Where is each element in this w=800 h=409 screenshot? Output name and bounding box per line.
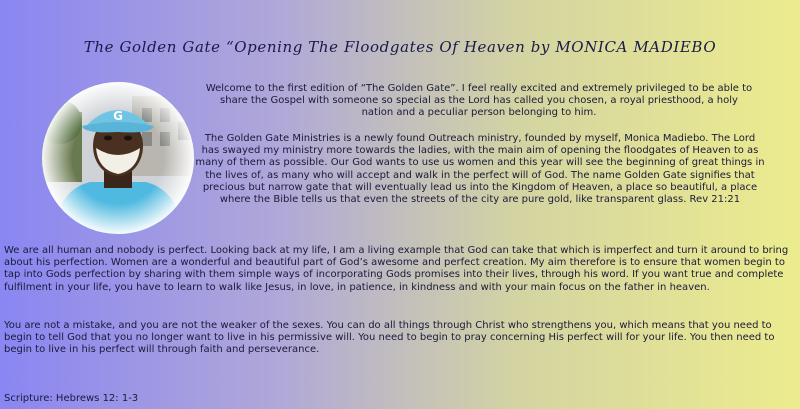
not-a-mistake-paragraph: You are not a mistake, and you are not the weaker of the sexes. You can do all things through Christ who strengthens you, which means that you need to begin to tell God that you no longer want to live in his permissive will. You need to begin to pray concerning His perfect will for your life. You then need to begin to live in his perfect will through faith and perseverance.	[4, 320, 775, 356]
ministry-paragraph: The Golden Gate Ministries is a newly found Outreach ministry, founded by myself, Monica Madiebo. The Lord has swayed my ministry more towards the ladies, with the main aim of opening the floodgates of Heaven to as many of them as possible. Our God wants to use us women and this year will see the beginning of great things in the lives of, as many who will accept and walk in the perfect will of God. The name Golden Gate signifies that precious but narrow gate that will eventually lead us into the Kingdom of Heaven, a place so beautiful, a place where the Bible tells us that even the streets of the city are pure gold, like transparent glass. Rev 21:21	[195, 133, 765, 206]
author-portrait	[42, 82, 194, 234]
scripture-reference: Scripture: Hebrews 12: 1-3	[4, 393, 139, 404]
perfection-paragraph: We are all human and nobody is perfect. Looking back at my life, I am a living example that God can take that which is imperfect and turn it around to bring about his perfection. Women are a wonderful and beautiful part of God’s awesome and perfect creation. My aim therefore is to ensure that women begin to tap into Gods perfection by sharing with them simple ways of incorporating Gods promises into their lives, through his word. If you want true and complete fulfilment in your life, you have to learn to walk like Jesus, in love, in patience, in kindness and with your main focus on the father in heaven.	[4, 245, 789, 293]
page-title: The Golden Gate “Opening The Floodgates Of Heaven by MONICA MADIEBO	[83, 38, 717, 56]
portrait-photo-icon	[42, 82, 194, 234]
welcome-paragraph: Welcome to the first edition of “The Golden Gate”. I feel really excited and extremely privileged to be able to share the Gospel with someone so special as the Lord has called you chosen, a royal priesthood, a holy nation and a peculiar person belonging to him.	[205, 83, 753, 119]
